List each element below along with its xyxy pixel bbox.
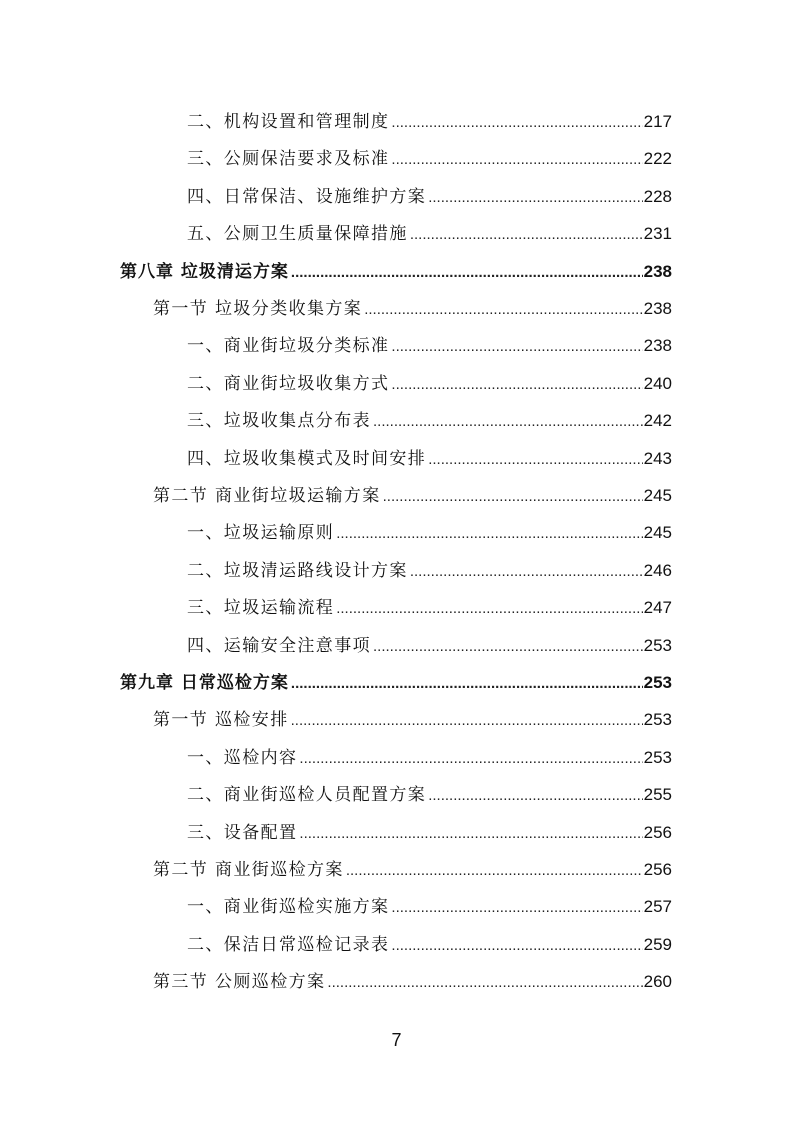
toc-entry-page: 245 [643, 486, 672, 505]
toc-leader-dots [428, 787, 642, 804]
toc-leader-dots [391, 338, 642, 355]
toc-entry-page: 242 [643, 411, 672, 431]
toc-entry-page: 238 [643, 336, 672, 356]
toc-leader-dots [346, 862, 643, 879]
toc-entry-page: 260 [643, 972, 672, 992]
toc-entry[interactable] [0, 512, 793, 549]
toc-entry-title: 三、公厕保洁要求及标准 [187, 149, 390, 170]
toc-leader-dots [428, 189, 642, 206]
toc-leader-dots [291, 712, 643, 729]
toc-leader-dots [391, 114, 642, 131]
toc-entry[interactable] [0, 325, 793, 362]
toc-leader-dots [299, 825, 642, 842]
toc-entry[interactable] [0, 587, 793, 624]
toc-entry-title: 四、垃圾收集模式及时间安排 [187, 448, 427, 469]
toc-leader-dots [364, 301, 642, 318]
toc-entry-title: 第三节 公厕巡检方案 [153, 972, 326, 993]
toc-entry-title: 二、商业街垃圾收集方式 [187, 373, 390, 394]
toc-entry-title: 二、垃圾清运路线设计方案 [187, 560, 408, 581]
toc-entry-page: 217 [643, 112, 672, 131]
toc-entry-page: 246 [643, 560, 672, 580]
toc-entry-title: 第九章 日常巡检方案 [120, 673, 289, 693]
toc-entry[interactable] [0, 886, 793, 923]
toc-leader-dots [410, 226, 643, 243]
toc-entry-title: 第八章 垃圾清运方案 [120, 261, 289, 282]
toc-section-entry[interactable] [0, 849, 793, 886]
toc-leader-dots [428, 451, 642, 468]
toc-entry-page: 231 [643, 224, 672, 244]
toc-section-entry[interactable] [0, 288, 793, 325]
toc-entry[interactable] [0, 737, 793, 774]
toc-chapter-entry[interactable] [0, 251, 793, 288]
toc-entry-title: 一、商业街巡检实施方案 [187, 897, 390, 918]
toc-section-entry[interactable] [0, 475, 793, 512]
toc-entry-title: 第一节 巡检安排 [153, 710, 289, 731]
toc-entry-page: 256 [643, 822, 672, 842]
toc-leader-dots [391, 937, 642, 954]
toc-entry-title: 二、保洁日常巡检记录表 [187, 934, 390, 955]
toc-entry-page: 238 [643, 261, 672, 281]
toc-entry-title: 四、日常保洁、设施维护方案 [187, 186, 427, 207]
toc-entry-page: 253 [643, 673, 672, 692]
toc-entry-title: 第二节 商业街垃圾运输方案 [153, 486, 381, 506]
toc-entry-title: 一、巡检内容 [187, 747, 298, 768]
toc-entry-title: 三、垃圾运输流程 [187, 598, 335, 619]
toc-entry[interactable] [0, 924, 793, 961]
toc-entry[interactable] [0, 176, 793, 213]
toc-leader-dots [336, 525, 642, 542]
toc-entry[interactable] [0, 101, 793, 138]
toc-entry-page: 253 [643, 710, 672, 730]
toc-entry[interactable] [0, 438, 793, 475]
toc-entry-title: 二、机构设置和管理制度 [187, 112, 390, 132]
toc-entry-page: 243 [643, 448, 672, 468]
toc-leader-dots [291, 264, 643, 281]
toc-entry[interactable] [0, 138, 793, 175]
toc-leader-dots [373, 638, 643, 655]
toc-leader-dots [391, 151, 642, 168]
toc-entry-page: 257 [643, 897, 672, 917]
toc-entry-page: 222 [643, 149, 672, 169]
toc-entry[interactable] [0, 213, 793, 250]
toc-entry[interactable] [0, 400, 793, 437]
toc-entry-title: 三、设备配置 [187, 822, 298, 843]
toc-entry-page: 253 [643, 747, 672, 767]
toc-entry-page: 247 [643, 598, 672, 618]
toc-section-entry[interactable] [0, 699, 793, 736]
toc-entry-page: 259 [643, 934, 672, 954]
toc-leader-dots [391, 376, 642, 393]
toc-entry-title: 第一节 垃圾分类收集方案 [153, 299, 363, 319]
toc-entry-page: 238 [643, 299, 672, 318]
toc-leader-dots [373, 413, 643, 430]
toc-entry[interactable] [0, 625, 793, 662]
toc-entry[interactable] [0, 550, 793, 587]
toc-section-entry[interactable] [0, 961, 793, 998]
toc-entry-title: 五、公厕卫生质量保障措施 [187, 224, 408, 245]
toc-leader-dots [383, 488, 643, 505]
toc-entry-title: 四、运输安全注意事项 [187, 635, 371, 656]
toc-entry-title: 二、商业街巡检人员配置方案 [187, 785, 427, 806]
toc-entry[interactable] [0, 363, 793, 400]
toc-leader-dots [336, 600, 642, 617]
toc-leader-dots [291, 675, 643, 692]
toc-entry-title: 一、商业街垃圾分类标准 [187, 336, 390, 357]
toc-leader-dots [391, 899, 642, 916]
page-number: 7 [391, 1030, 402, 1050]
toc-leader-dots [327, 974, 642, 991]
toc-entry-page: 240 [643, 373, 672, 393]
toc-entry-page: 245 [643, 523, 672, 543]
toc-entry-title: 第二节 商业街巡检方案 [153, 860, 344, 880]
toc-leader-dots [410, 563, 643, 580]
toc-entry-page: 255 [643, 785, 672, 805]
toc-entry[interactable] [0, 812, 793, 849]
toc-entry-title: 一、垃圾运输原则 [187, 523, 335, 544]
toc-entry-page: 256 [643, 860, 672, 879]
toc-entry-page: 253 [643, 635, 672, 655]
toc-entry-title: 三、垃圾收集点分布表 [187, 411, 371, 432]
toc-entry[interactable] [0, 774, 793, 811]
toc-leader-dots [299, 750, 642, 767]
toc-chapter-entry[interactable] [0, 662, 793, 699]
toc-entry-page: 228 [643, 186, 672, 206]
